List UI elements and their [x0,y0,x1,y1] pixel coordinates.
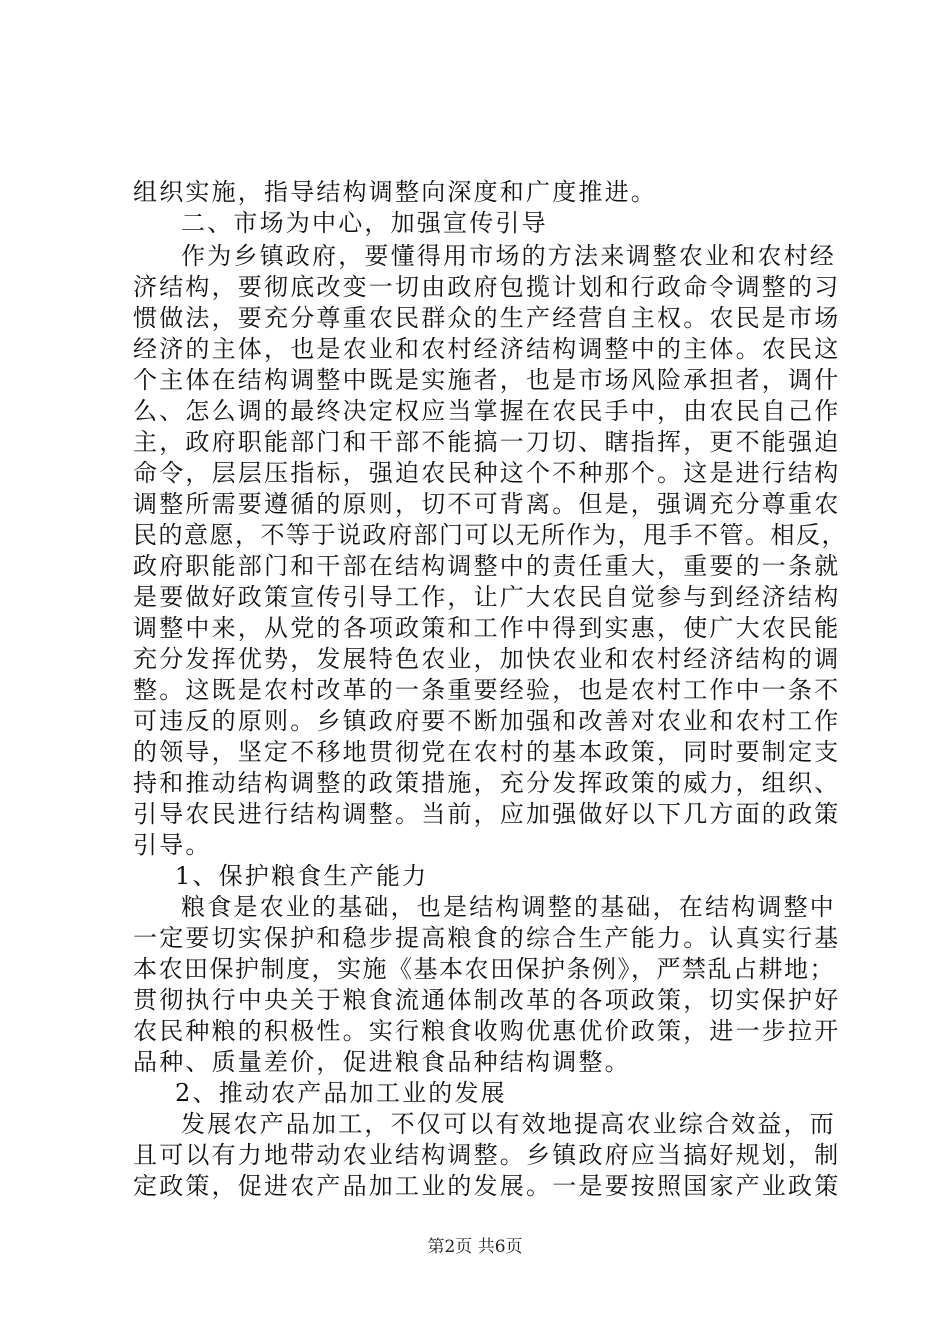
text-line: 调整所需要遵循的原则，切不可背离。但是，强调充分尊重农 [133,490,841,518]
text-line: 品种、质量差价，促进粮食品种结构调整。 [133,1048,631,1076]
text-line: 本农田保护制度，实施《基本农田保护条例》，严禁乱占耕地； [133,955,835,983]
text-line: 农民种粮的积极性。实行粮食收购优惠优价政策，进一步拉开 [133,1017,841,1045]
text-line: 充分发挥优势，发展特色农业，加快农业和农村经济结构的调 [133,645,841,673]
section-heading: 二、市场为中心，加强宣传引导 [181,209,548,237]
text-line: 引导农民进行结构调整。当前，应加强做好以下几方面的政策 [133,800,841,828]
text-line: 可违反的原则。乡镇政府要不断加强和改善对农业和农村工作 [133,707,841,735]
text-line: 政府职能部门和干部在结构调整中的责任重大，重要的一条就 [133,552,841,580]
text-line: 组织实施，指导结构调整向深度和广度推进。 [133,178,657,206]
text-line: 且可以有力地带动农业结构调整。乡镇政府应当搞好规划，制 [133,1141,841,1169]
text-line: 持和推动结构调整的政策措施，充分发挥政策的威力，组织、 [133,769,841,797]
text-line: 引导。 [133,831,212,859]
text-line: 命令，层层压指标，强迫农民种这个不种那个。这是进行结构 [133,459,841,487]
text-line: 整。这既是农村改革的一条重要经验，也是农村工作中一条不 [133,676,841,704]
text-line: 粮食是农业的基础，也是结构调整的基础，在结构调整中 [181,893,836,921]
text-line: 个主体在结构调整中既是实施者，也是市场风险承担者，调什 [133,366,841,394]
text-line: 经济的主体，也是农业和农村经济结构调整中的主体。农民这 [133,335,841,363]
text-line: 是要做好政策宣传引导工作，让广大农民自觉参与到经济结构 [133,583,841,611]
text-line: 作为乡镇政府，要懂得用市场的方法来调整农业和农村经 [181,242,836,270]
text-line: 民的意愿，不等于说政府部门可以无所作为，甩手不管。相反， [133,521,847,549]
subsection-heading: 1、保护粮食生产能力 [175,862,429,890]
text-line: 调整中来，从党的各项政策和工作中得到实惠，使广大农民能 [133,614,841,642]
text-line: 的领导，坚定不移地贯彻党在农村的基本政策，同时要制定支 [133,738,841,766]
page-footer: 第2页 共6页 [427,1237,523,1257]
text-line: 主，政府职能部门和干部不能搞一刀切、瞎指挥，更不能强迫 [133,428,841,456]
text-line: 定政策，促进农产品加工业的发展。一是要按照国家产业政策 [133,1172,841,1200]
text-line: 济结构，要彻底改变一切由政府包揽计划和行政命令调整的习 [133,273,841,301]
subsection-heading: 2、推动农产品加工业的发展 [175,1079,507,1107]
text-line: 惯做法，要充分尊重农民群众的生产经营自主权。农民是市场 [133,304,841,332]
text-line: 发展农产品加工，不仅可以有效地提高农业综合效益，而 [181,1110,836,1138]
text-line: 么、怎么调的最终决定权应当掌握在农民手中，由农民自己作 [133,397,841,425]
text-line: 贯彻执行中央关于粮食流通体制改革的各项政策，切实保护好 [133,986,841,1014]
text-line: 一定要切实保护和稳步提高粮食的综合生产能力。认真实行基 [133,924,841,952]
